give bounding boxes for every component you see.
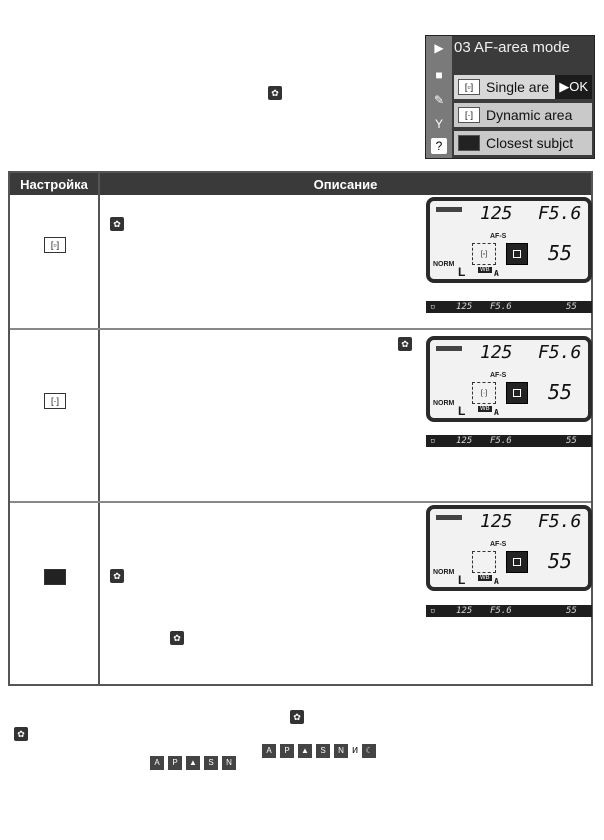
sports-mode-icon: S: [316, 744, 330, 758]
lcd-shots-remaining: 55: [548, 549, 573, 573]
portrait-mode-icon: P: [280, 744, 294, 758]
row-divider: [10, 501, 591, 503]
menu-item-label: Single are: [486, 79, 550, 95]
viewfinder-display: [426, 301, 592, 313]
menu-item-single-area[interactable]: [454, 75, 592, 99]
portrait-mode-icon: P: [168, 756, 182, 770]
control-panel-lcd: [426, 197, 592, 283]
lcd-image-size: L: [458, 404, 466, 418]
and-word: и: [352, 744, 359, 756]
macro-mode-icon: ✿: [170, 631, 184, 645]
lcd-wb-mode: A: [494, 408, 499, 417]
column-divider: [98, 173, 100, 684]
lcd-focus-point: [506, 551, 528, 573]
lcd-shots-remaining: 55: [548, 241, 573, 265]
auto-mode-icon: A: [262, 744, 276, 758]
ok-indicator: ▶OK: [555, 75, 592, 99]
lcd-focus-mode: AF-S: [490, 233, 507, 240]
menu-item-dynamic-area[interactable]: [454, 103, 592, 127]
lcd-shutter-speed: 125: [480, 203, 513, 224]
vf-shots: 55: [566, 302, 577, 312]
playback-tab-icon[interactable]: ▶: [434, 41, 444, 55]
auto-mode-icon: A: [150, 756, 164, 770]
lcd-focus-point: [506, 382, 528, 404]
shooting-tab-icon[interactable]: ■: [435, 68, 443, 82]
lcd-image-quality: NORM: [433, 261, 455, 268]
battery-indicator: [436, 207, 462, 212]
menu-item-closest-subject[interactable]: [454, 131, 592, 155]
night-landscape-icon: N: [334, 744, 348, 758]
lcd-image-quality: NORM: [433, 400, 455, 407]
single-area-icon: [▫]: [458, 79, 480, 95]
lcd-focus-point: [506, 243, 528, 265]
lcd-white-balance: WB: [480, 267, 490, 273]
custom-settings-tab-icon[interactable]: ✎: [433, 93, 445, 107]
lcd-shutter-speed: 125: [480, 511, 513, 532]
vf-shutter-speed: 125: [456, 302, 473, 312]
macro-mode-icon: ✿: [110, 217, 124, 231]
lcd-af-area-indicator: [·]: [472, 382, 496, 404]
lcd-wb-mode: A: [494, 577, 499, 586]
lcd-image-size: L: [458, 265, 466, 279]
night-landscape-icon: N: [222, 756, 236, 770]
sports-mode-icon: S: [204, 756, 218, 770]
control-panel-lcd: [426, 505, 592, 591]
lcd-aperture: F5.6: [538, 342, 582, 363]
vf-area-icon: ▫: [430, 606, 436, 616]
battery-indicator: [436, 346, 462, 351]
vf-shots: 55: [566, 606, 577, 616]
lcd-focus-mode: AF-S: [490, 372, 507, 379]
header-description: Описание: [100, 173, 591, 195]
viewfinder-display: [426, 435, 592, 447]
lcd-focus-mode: AF-S: [490, 541, 507, 548]
vf-shutter-speed: 125: [456, 606, 473, 616]
lcd-af-area-indicator: [▫]: [472, 243, 496, 265]
lcd-shutter-speed: 125: [480, 342, 513, 363]
shooting-modes-row-1: [150, 752, 240, 770]
macro-mode-icon: ✿: [14, 727, 28, 741]
camera-menu-screen: [425, 35, 595, 159]
setup-tab-icon[interactable]: Y: [434, 117, 443, 131]
dynamic-area-setting-icon: [·]: [44, 393, 66, 409]
night-portrait-icon: ☾: [362, 744, 376, 758]
vf-aperture: F5.6: [490, 436, 512, 446]
vf-shutter-speed: 125: [456, 436, 473, 446]
closest-subject-setting-icon: [44, 569, 66, 585]
af-area-settings-table: [8, 171, 593, 686]
menu-item-label: Dynamic area: [486, 107, 573, 123]
vf-area-icon: ▫: [430, 302, 436, 312]
single-area-setting-icon: [▫]: [44, 237, 66, 253]
battery-indicator: [436, 515, 462, 520]
viewfinder-display: [426, 605, 592, 617]
control-panel-lcd: [426, 336, 592, 422]
lcd-aperture: F5.6: [538, 511, 582, 532]
lcd-wb-mode: A: [494, 269, 499, 278]
header-setting: Настройка: [10, 173, 98, 195]
vf-aperture: F5.6: [490, 606, 512, 616]
lcd-aperture: F5.6: [538, 203, 582, 224]
row-divider: [10, 328, 591, 330]
lcd-image-quality: NORM: [433, 569, 455, 576]
vf-aperture: F5.6: [490, 302, 512, 312]
lcd-shots-remaining: 55: [548, 380, 573, 404]
lcd-white-balance: WB: [480, 406, 490, 412]
lcd-white-balance: WB: [480, 575, 490, 581]
macro-mode-icon: ✿: [110, 569, 124, 583]
help-icon[interactable]: ?: [431, 138, 447, 154]
lcd-image-size: L: [458, 573, 466, 587]
menu-tab-rail: [426, 36, 452, 158]
landscape-mode-icon: ▲: [186, 756, 200, 770]
macro-mode-icon: ✿: [398, 337, 412, 351]
dynamic-area-icon: [·]: [458, 107, 480, 123]
shooting-modes-row-2: [262, 740, 380, 758]
menu-item-label: Closest subjct: [486, 135, 574, 151]
menu-title: 03 AF-area mode: [454, 39, 570, 56]
closest-subject-icon: [458, 135, 480, 151]
macro-mode-icon: ✿: [268, 86, 282, 100]
macro-mode-icon: ✿: [290, 710, 304, 724]
landscape-mode-icon: ▲: [298, 744, 312, 758]
vf-area-icon: ▫: [430, 436, 436, 446]
lcd-af-area-indicator: [472, 551, 496, 573]
vf-shots: 55: [566, 436, 577, 446]
